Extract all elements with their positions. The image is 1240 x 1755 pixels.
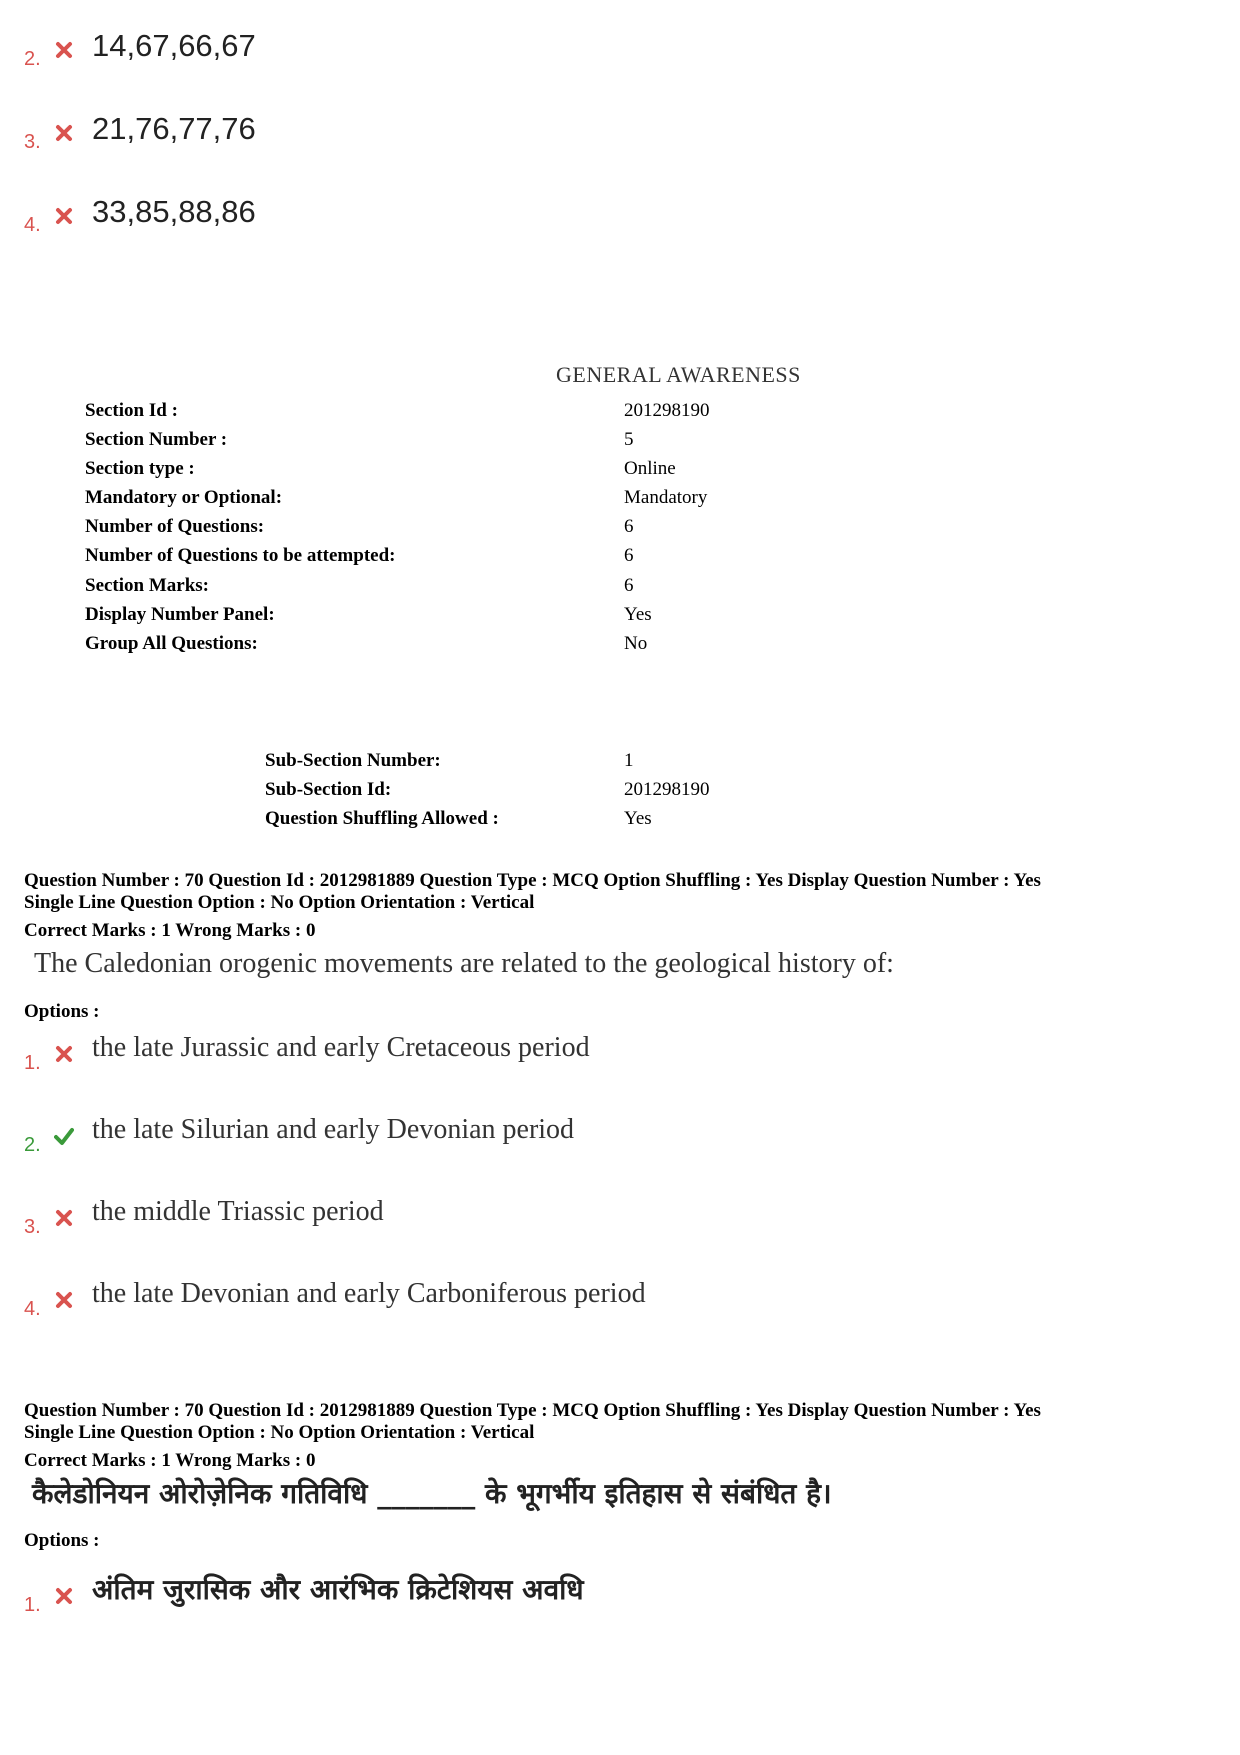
question-meta-line1: Question Number : 70 Question Id : 2012981889 Question Type : MCQ Option Shuffling : Yes Display Question Number : Yes	[24, 870, 1041, 891]
options-hi-label: Options :	[24, 1530, 100, 1551]
section-marks-label: Section Marks:	[85, 575, 210, 596]
subsection-number-label: Sub-Section Number:	[265, 750, 441, 771]
option-number: 4.	[24, 214, 41, 236]
question-marks-line: Correct Marks : 1 Wrong Marks : 0	[24, 920, 316, 941]
section-number-value: 5	[624, 429, 634, 450]
num-attempt-value: 6	[624, 545, 634, 566]
option-number: 4.	[24, 1298, 41, 1320]
display-panel-value: Yes	[624, 604, 652, 625]
question-hi-marks-line: Correct Marks : 1 Wrong Marks : 0	[24, 1450, 316, 1471]
mandatory-label: Mandatory or Optional:	[85, 487, 283, 508]
section-marks-value: 6	[624, 575, 634, 596]
num-questions-label: Number of Questions:	[85, 516, 265, 537]
question-hi-text: कैलेडोनियन ओरोज़ेनिक गतिविधि _______ के भूगर्भीय इतिहास से संबंधित है।	[32, 1477, 832, 1510]
option-number: 3.	[24, 131, 41, 153]
cross-icon	[54, 1044, 74, 1064]
option-text: 33,85,88,86	[92, 194, 256, 229]
cross-icon	[54, 40, 74, 60]
section-type-label: Section type :	[85, 458, 195, 479]
subsection-id-label: Sub-Section Id:	[265, 779, 392, 800]
section-id-label: Section Id :	[85, 400, 178, 421]
option-text: the late Silurian and early Devonian period	[92, 1114, 575, 1145]
question-hi-meta-line2: Single Line Question Option : No Option Orientation : Vertical	[24, 1422, 535, 1443]
display-panel-label: Display Number Panel:	[85, 604, 275, 625]
section-type-value: Online	[624, 458, 676, 479]
group-questions-value: No	[624, 633, 648, 654]
options-label: Options :	[24, 1001, 100, 1022]
mandatory-value: Mandatory	[624, 487, 708, 508]
shuffling-label: Question Shuffling Allowed :	[265, 808, 499, 829]
num-attempt-label: Number of Questions to be attempted:	[85, 545, 396, 566]
cross-icon	[54, 206, 74, 226]
cross-icon	[54, 123, 74, 143]
section-title: GENERAL AWARENESS	[556, 362, 801, 387]
cross-icon	[54, 1290, 74, 1310]
option-text: 21,76,77,76	[92, 111, 256, 146]
option-number: 2.	[24, 1134, 41, 1156]
option-text: the late Devonian and early Carboniferous period	[92, 1278, 646, 1309]
cross-icon	[54, 1586, 74, 1606]
question-text: The Caledonian orogenic movements are related to the geological history of:	[34, 948, 894, 979]
cross-icon	[54, 1208, 74, 1228]
subsection-number-value: 1	[624, 750, 634, 771]
option-number: 2.	[24, 48, 41, 70]
checkmark-icon	[54, 1126, 74, 1146]
question-hi-meta-line1: Question Number : 70 Question Id : 2012981889 Question Type : MCQ Option Shuffling : Yes Display Question Number : Yes	[24, 1400, 1041, 1421]
group-questions-label: Group All Questions:	[85, 633, 258, 654]
option-number: 3.	[24, 1216, 41, 1238]
subsection-id-value: 201298190	[624, 779, 710, 800]
option-text: अंतिम जुरासिक और आरंभिक क्रिटेशियस अवधि	[92, 1573, 584, 1606]
question-meta-line2: Single Line Question Option : No Option Orientation : Vertical	[24, 892, 535, 913]
section-number-label: Section Number :	[85, 429, 228, 450]
section-id-value: 201298190	[624, 400, 710, 421]
option-text: 14,67,66,67	[92, 28, 256, 63]
num-questions-value: 6	[624, 516, 634, 537]
option-number: 1.	[24, 1594, 41, 1616]
shuffling-value: Yes	[624, 808, 652, 829]
option-number: 1.	[24, 1052, 41, 1074]
option-text: the late Jurassic and early Cretaceous period	[92, 1032, 590, 1063]
option-text: the middle Triassic period	[92, 1196, 384, 1227]
